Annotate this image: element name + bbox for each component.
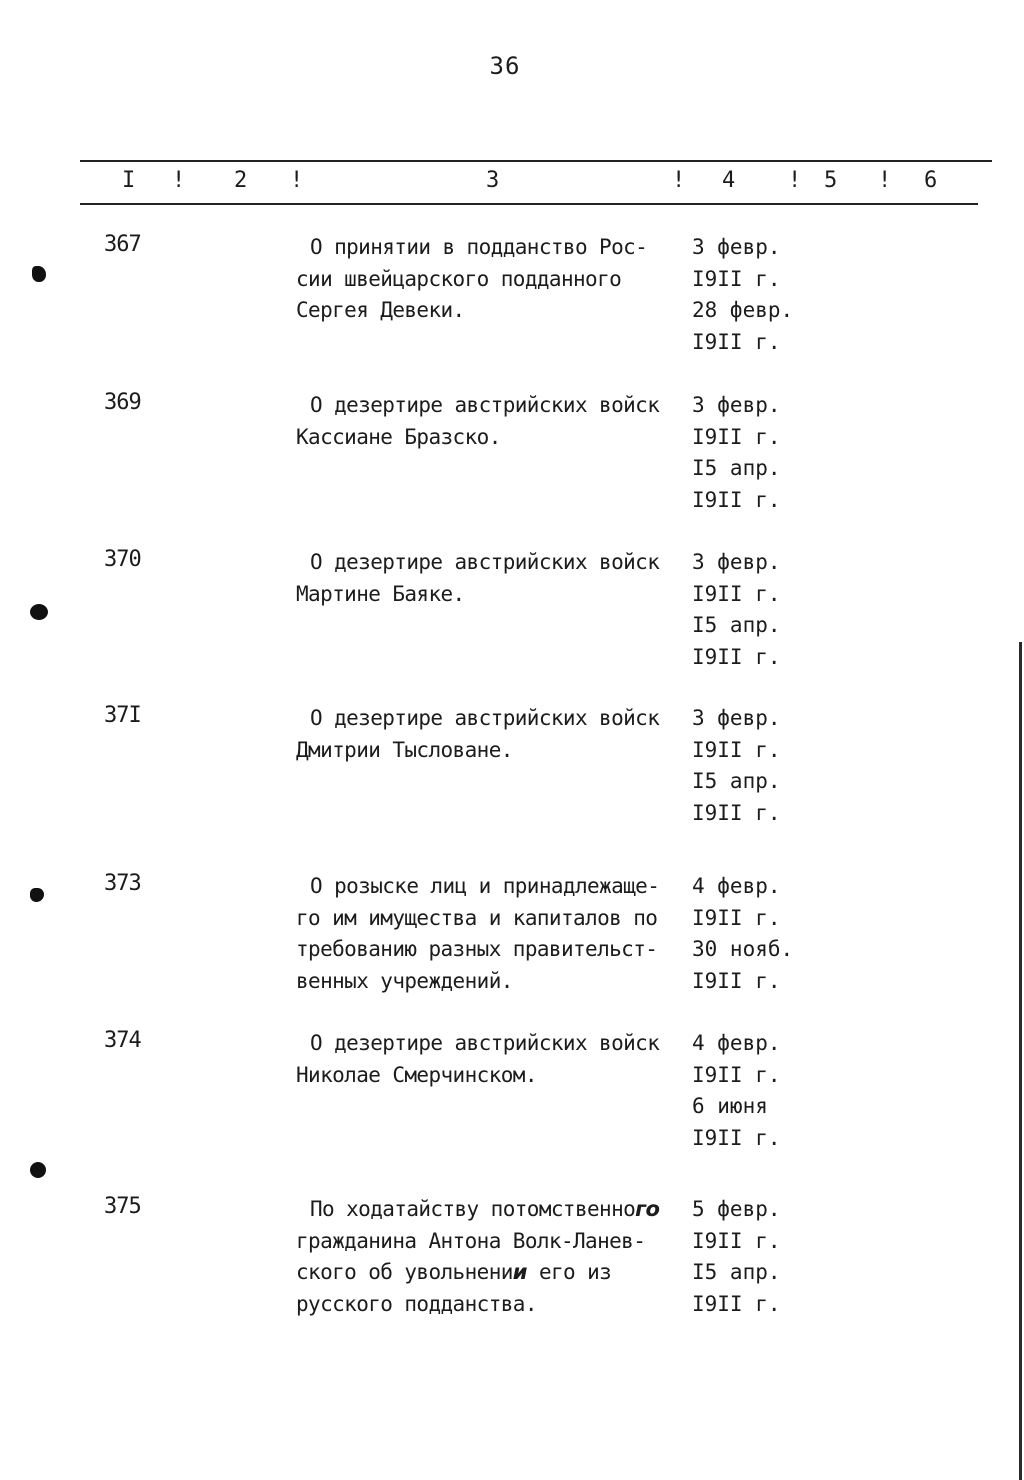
date-end-year: I9II г. (692, 487, 781, 512)
date-start: 3 февр. (692, 393, 781, 417)
entry-title: О дезертире австрийских войск Николае Смерчинском. (296, 1031, 660, 1087)
date-start: 3 февр. (692, 706, 781, 730)
binding-hole-mark (30, 888, 44, 902)
entry-dates (692, 1194, 812, 1320)
date-start-year: I9II г. (692, 581, 781, 606)
title-text: ского об увольнени (296, 1260, 513, 1284)
title-line: русского подданства. (296, 1291, 537, 1316)
date-end: 30 нояб. (692, 937, 794, 961)
date-end: I5 апр. (692, 613, 781, 637)
entry-number: 37I (104, 703, 141, 728)
entry-dates (692, 871, 812, 997)
date-end: I5 апр. (692, 456, 781, 480)
header-separator: ! (672, 168, 686, 193)
date-end: 28 февр. (692, 298, 794, 322)
entry-number: 373 (104, 871, 141, 896)
date-start: 4 февр. (692, 1031, 781, 1055)
date-start-year: I9II г. (692, 905, 781, 930)
title-line (296, 1257, 691, 1289)
date-end-year: I9II г. (692, 1125, 781, 1150)
header-rule-bottom (80, 203, 978, 205)
date-end-year: I9II г. (692, 800, 781, 825)
header-col-1: I (122, 168, 136, 193)
date-end-year: I9II г. (692, 968, 781, 993)
date-end: 6 июня (692, 1094, 768, 1118)
header-col-3: 3 (486, 168, 500, 193)
date-end-year: I9II г. (692, 644, 781, 669)
title-text: его из (526, 1260, 612, 1284)
date-start-year: I9II г. (692, 1062, 781, 1087)
date-start-year: I9II г. (692, 266, 781, 291)
date-end-year: I9II г. (692, 1291, 781, 1316)
date-start: 3 февр. (692, 235, 781, 259)
date-end: I5 апр. (692, 1260, 781, 1284)
binding-hole-mark (32, 266, 46, 282)
date-start: 3 февр. (692, 550, 781, 574)
entry-title: О дезертире австрийских войск Кассиане Бразско. (296, 393, 660, 449)
header-rule-top (80, 160, 992, 162)
date-start-year: I9II г. (692, 424, 781, 449)
entry-number: 369 (104, 390, 141, 415)
date-start-year: I9II г. (692, 1228, 781, 1253)
binding-hole-mark (30, 1162, 46, 1178)
binding-hole-mark (30, 604, 48, 620)
entry-title (296, 1194, 691, 1320)
header-separator: ! (788, 168, 802, 193)
header-col-4: 4 (722, 168, 736, 193)
date-start: 4 февр. (692, 874, 781, 898)
title-text: По ходатайству потомственно (310, 1197, 636, 1221)
entry-dates (692, 703, 812, 829)
entry-dates (692, 390, 812, 516)
entry-number: 375 (104, 1194, 141, 1219)
header-col-6: 6 (924, 168, 938, 193)
entry-dates (692, 1028, 812, 1154)
date-end-year: I9II г. (692, 329, 781, 354)
page-edge-line (1019, 642, 1022, 1480)
handwritten-correction: и (512, 1260, 527, 1284)
date-start: 5 февр. (692, 1197, 781, 1221)
entry-title: О розыске лиц и принадлежаще- го им имущества и капиталов по требованию разных правительст- венных учреждений. (296, 874, 660, 993)
header-separator: ! (878, 168, 892, 193)
entry-number: 374 (104, 1028, 141, 1053)
title-line (296, 1194, 691, 1226)
header-col-5: 5 (824, 168, 838, 193)
entry-title: О принятии в подданство Рос- сии швейцарского подданного Сергея Девеки. (296, 235, 648, 322)
entry-number: 367 (104, 232, 141, 257)
entry-dates (692, 547, 812, 673)
entry-number: 370 (104, 547, 141, 572)
header-separator: ! (290, 168, 304, 193)
header-separator: ! (172, 168, 186, 193)
handwritten-correction: го (635, 1197, 660, 1221)
entry-dates (692, 232, 812, 358)
date-start-year: I9II г. (692, 737, 781, 762)
page-number: 36 (489, 52, 521, 80)
header-col-2: 2 (234, 168, 248, 193)
title-line: гражданина Антона Волк-Ланев- (296, 1228, 646, 1253)
date-end: I5 апр. (692, 769, 781, 793)
table-header-row (80, 168, 992, 196)
entry-title: О дезертире австрийских войск Мартине Баяке. (296, 550, 660, 606)
entry-title: О дезертире австрийских войск Дмитрии Тысловане. (296, 706, 660, 762)
